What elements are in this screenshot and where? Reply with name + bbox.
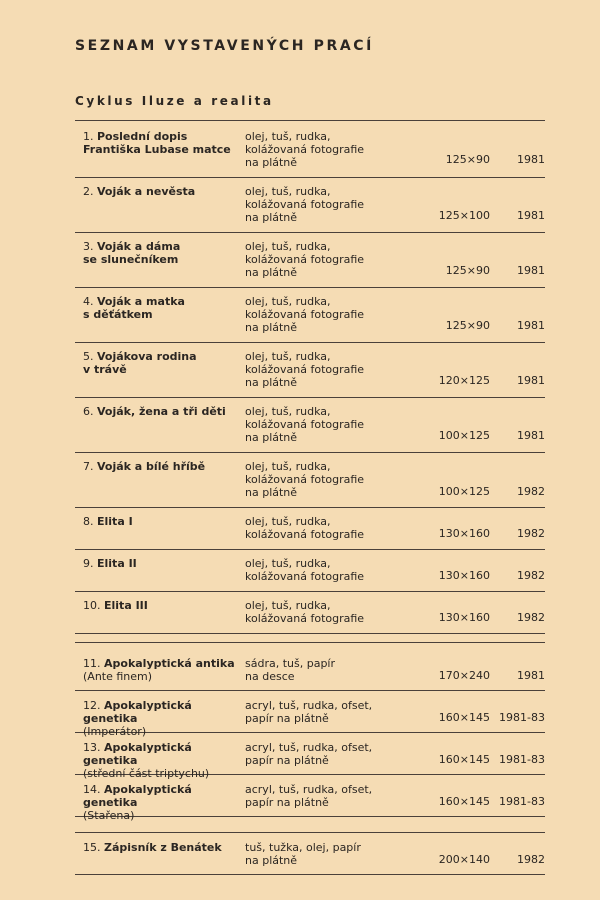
work-medium — [245, 295, 405, 334]
divider-line — [75, 397, 545, 398]
work-year: 1981-83 — [499, 753, 545, 766]
work-title-text: Vojákova rodina — [97, 350, 197, 363]
work-medium — [245, 240, 405, 279]
divider-line — [75, 342, 545, 343]
work-title — [83, 741, 243, 780]
work-title — [83, 460, 243, 473]
medium-line: acryl, tuš, rudka, ofset, — [245, 699, 373, 712]
list-item — [75, 295, 545, 335]
work-title-line: s děťátkem — [83, 308, 153, 321]
work-dimensions: 100×125 — [438, 429, 490, 442]
list-item — [75, 557, 545, 597]
medium-line: kolážovaná fotografie — [245, 528, 365, 541]
work-dimensions: 200×140 — [438, 853, 490, 866]
work-dimensions: 170×240 — [438, 669, 490, 682]
medium-line: kolážovaná fotografie — [245, 143, 365, 156]
work-title-text: Apokalyptická genetika — [83, 783, 192, 809]
work-medium — [245, 460, 405, 499]
work-dimensions: 125×100 — [438, 209, 490, 222]
work-title-text: Elita III — [104, 599, 148, 612]
divider-line — [75, 642, 545, 643]
work-title-text: Zápisník z Benátek — [104, 841, 222, 854]
work-number: 1. — [83, 130, 97, 143]
work-title — [83, 405, 243, 418]
medium-line: papír na plátně — [245, 796, 329, 809]
work-title-text: Elita II — [97, 557, 137, 570]
work-year: 1981 — [517, 669, 545, 682]
work-medium — [245, 657, 405, 683]
work-title-text: Voják, žena a tři děti — [97, 405, 226, 418]
work-number: 9. — [83, 557, 97, 570]
work-year: 1981 — [517, 209, 545, 222]
work-title — [83, 295, 243, 321]
list-item — [75, 515, 545, 555]
work-title — [83, 130, 243, 156]
medium-line: na plátně — [245, 486, 298, 499]
work-dimensions: 125×90 — [445, 153, 490, 166]
divider-line — [75, 452, 545, 453]
work-year: 1981-83 — [499, 795, 545, 808]
medium-line: olej, tuš, rudka, — [245, 405, 331, 418]
work-number: 6. — [83, 405, 97, 418]
work-number: 13. — [83, 741, 104, 754]
divider-line — [75, 177, 545, 178]
work-number: 2. — [83, 185, 97, 198]
work-title-text: Apokalyptická genetika — [83, 699, 192, 725]
work-number: 10. — [83, 599, 104, 612]
work-title — [83, 657, 243, 683]
medium-line: kolážovaná fotografie — [245, 308, 365, 321]
medium-line: olej, tuš, rudka, — [245, 460, 331, 473]
work-dimensions: 160×145 — [438, 795, 490, 808]
work-year: 1981 — [517, 319, 545, 332]
work-dimensions: 125×90 — [445, 319, 490, 332]
work-medium — [245, 557, 405, 583]
work-title-text: Elita I — [97, 515, 133, 528]
work-number: 3. — [83, 240, 97, 253]
medium-line: na plátně — [245, 156, 298, 169]
work-title — [83, 350, 243, 376]
work-title — [83, 783, 243, 822]
work-medium — [245, 841, 405, 867]
work-medium — [245, 350, 405, 389]
page-title: SEZNAM VYSTAVENÝCH PRACÍ — [75, 38, 374, 54]
work-dimensions: 100×125 — [438, 485, 490, 498]
work-title-line: (Ante finem) — [83, 670, 153, 683]
list-item — [75, 783, 545, 823]
divider-line — [75, 232, 545, 233]
list-item — [75, 130, 545, 170]
work-title-text: Voják a bílé hříbě — [97, 460, 206, 473]
work-dimensions: 120×125 — [438, 374, 490, 387]
work-title-text: Apokalyptická antika — [104, 657, 235, 670]
work-dimensions: 160×145 — [438, 711, 490, 724]
medium-line: kolážovaná fotografie — [245, 570, 365, 583]
work-number: 11. — [83, 657, 104, 670]
medium-line: na plátně — [245, 376, 298, 389]
work-year: 1981 — [517, 374, 545, 387]
section-title: Cyklus Iluze a realita — [75, 94, 274, 108]
work-number: 5. — [83, 350, 97, 363]
work-dimensions: 130×160 — [438, 569, 490, 582]
work-title-text: Poslední dopis — [97, 130, 188, 143]
divider-line — [75, 120, 545, 121]
work-number: 8. — [83, 515, 97, 528]
work-title-text: Voják a nevěsta — [97, 185, 196, 198]
work-title-line: v trávě — [83, 363, 127, 376]
list-item — [75, 240, 545, 280]
medium-line: olej, tuš, rudka, — [245, 557, 331, 570]
list-item — [75, 460, 545, 500]
medium-line: na plátně — [245, 431, 298, 444]
divider-line — [75, 507, 545, 508]
medium-line: na desce — [245, 670, 295, 683]
list-item — [75, 657, 545, 697]
medium-line: olej, tuš, rudka, — [245, 295, 331, 308]
work-title-line: (Imperátor) — [83, 725, 147, 738]
work-number: 12. — [83, 699, 104, 712]
work-title — [83, 185, 243, 198]
medium-line: kolážovaná fotografie — [245, 363, 365, 376]
medium-line: olej, tuš, rudka, — [245, 599, 331, 612]
medium-line: na plátně — [245, 321, 298, 334]
work-title-text: Voják a matka — [97, 295, 185, 308]
medium-line: kolážovaná fotografie — [245, 198, 365, 211]
divider-line — [75, 287, 545, 288]
medium-line: na plátně — [245, 854, 298, 867]
list-item — [75, 699, 545, 739]
medium-line: tuš, tužka, olej, papír — [245, 841, 361, 854]
work-medium — [245, 130, 405, 169]
list-item — [75, 185, 545, 225]
medium-line: kolážovaná fotografie — [245, 473, 365, 486]
medium-line: na plátně — [245, 266, 298, 279]
work-title — [83, 841, 243, 854]
work-medium — [245, 699, 405, 725]
work-year: 1981 — [517, 153, 545, 166]
work-title-line: se slunečníkem — [83, 253, 179, 266]
work-dimensions: 130×160 — [438, 527, 490, 540]
medium-line: kolážovaná fotografie — [245, 418, 365, 431]
work-title-line: (střední část triptychu) — [83, 767, 210, 780]
work-medium — [245, 599, 405, 625]
work-year: 1981 — [517, 264, 545, 277]
medium-line: papír na plátně — [245, 754, 329, 767]
work-title — [83, 699, 243, 738]
work-year: 1982 — [517, 853, 545, 866]
medium-line: olej, tuš, rudka, — [245, 130, 331, 143]
list-item — [75, 405, 545, 445]
work-year: 1981 — [517, 429, 545, 442]
medium-line: kolážovaná fotografie — [245, 253, 365, 266]
medium-line: kolážovaná fotografie — [245, 612, 365, 625]
work-medium — [245, 741, 405, 767]
work-number: 4. — [83, 295, 97, 308]
work-title — [83, 515, 243, 528]
work-dimensions: 125×90 — [445, 264, 490, 277]
medium-line: papír na plátně — [245, 712, 329, 725]
work-title-line: (Stařena) — [83, 809, 135, 822]
medium-line: sádra, tuš, papír — [245, 657, 336, 670]
medium-line: acryl, tuš, rudka, ofset, — [245, 741, 373, 754]
work-medium — [245, 185, 405, 224]
work-year: 1982 — [517, 611, 545, 624]
work-dimensions: 130×160 — [438, 611, 490, 624]
work-title-line: Františka Lubase matce — [83, 143, 231, 156]
work-dimensions: 160×145 — [438, 753, 490, 766]
list-item — [75, 350, 545, 390]
work-number: 15. — [83, 841, 104, 854]
work-title-text: Voják a dáma — [97, 240, 181, 253]
list-item — [75, 741, 545, 781]
list-item — [75, 599, 545, 639]
work-year: 1982 — [517, 485, 545, 498]
work-year: 1982 — [517, 569, 545, 582]
work-medium — [245, 515, 405, 541]
work-number: 14. — [83, 783, 104, 796]
work-medium — [245, 405, 405, 444]
medium-line: acryl, tuš, rudka, ofset, — [245, 783, 373, 796]
work-title — [83, 240, 243, 266]
medium-line: na plátně — [245, 211, 298, 224]
work-number: 7. — [83, 460, 97, 473]
work-title-text: Apokalyptická genetika — [83, 741, 192, 767]
list-item — [75, 841, 545, 881]
medium-line: olej, tuš, rudka, — [245, 185, 331, 198]
divider-line — [75, 832, 545, 833]
medium-line: olej, tuš, rudka, — [245, 240, 331, 253]
medium-line: olej, tuš, rudka, — [245, 515, 331, 528]
work-title — [83, 557, 243, 570]
work-year: 1981-83 — [499, 711, 545, 724]
work-year: 1982 — [517, 527, 545, 540]
medium-line: olej, tuš, rudka, — [245, 350, 331, 363]
work-medium — [245, 783, 405, 809]
work-title — [83, 599, 243, 612]
